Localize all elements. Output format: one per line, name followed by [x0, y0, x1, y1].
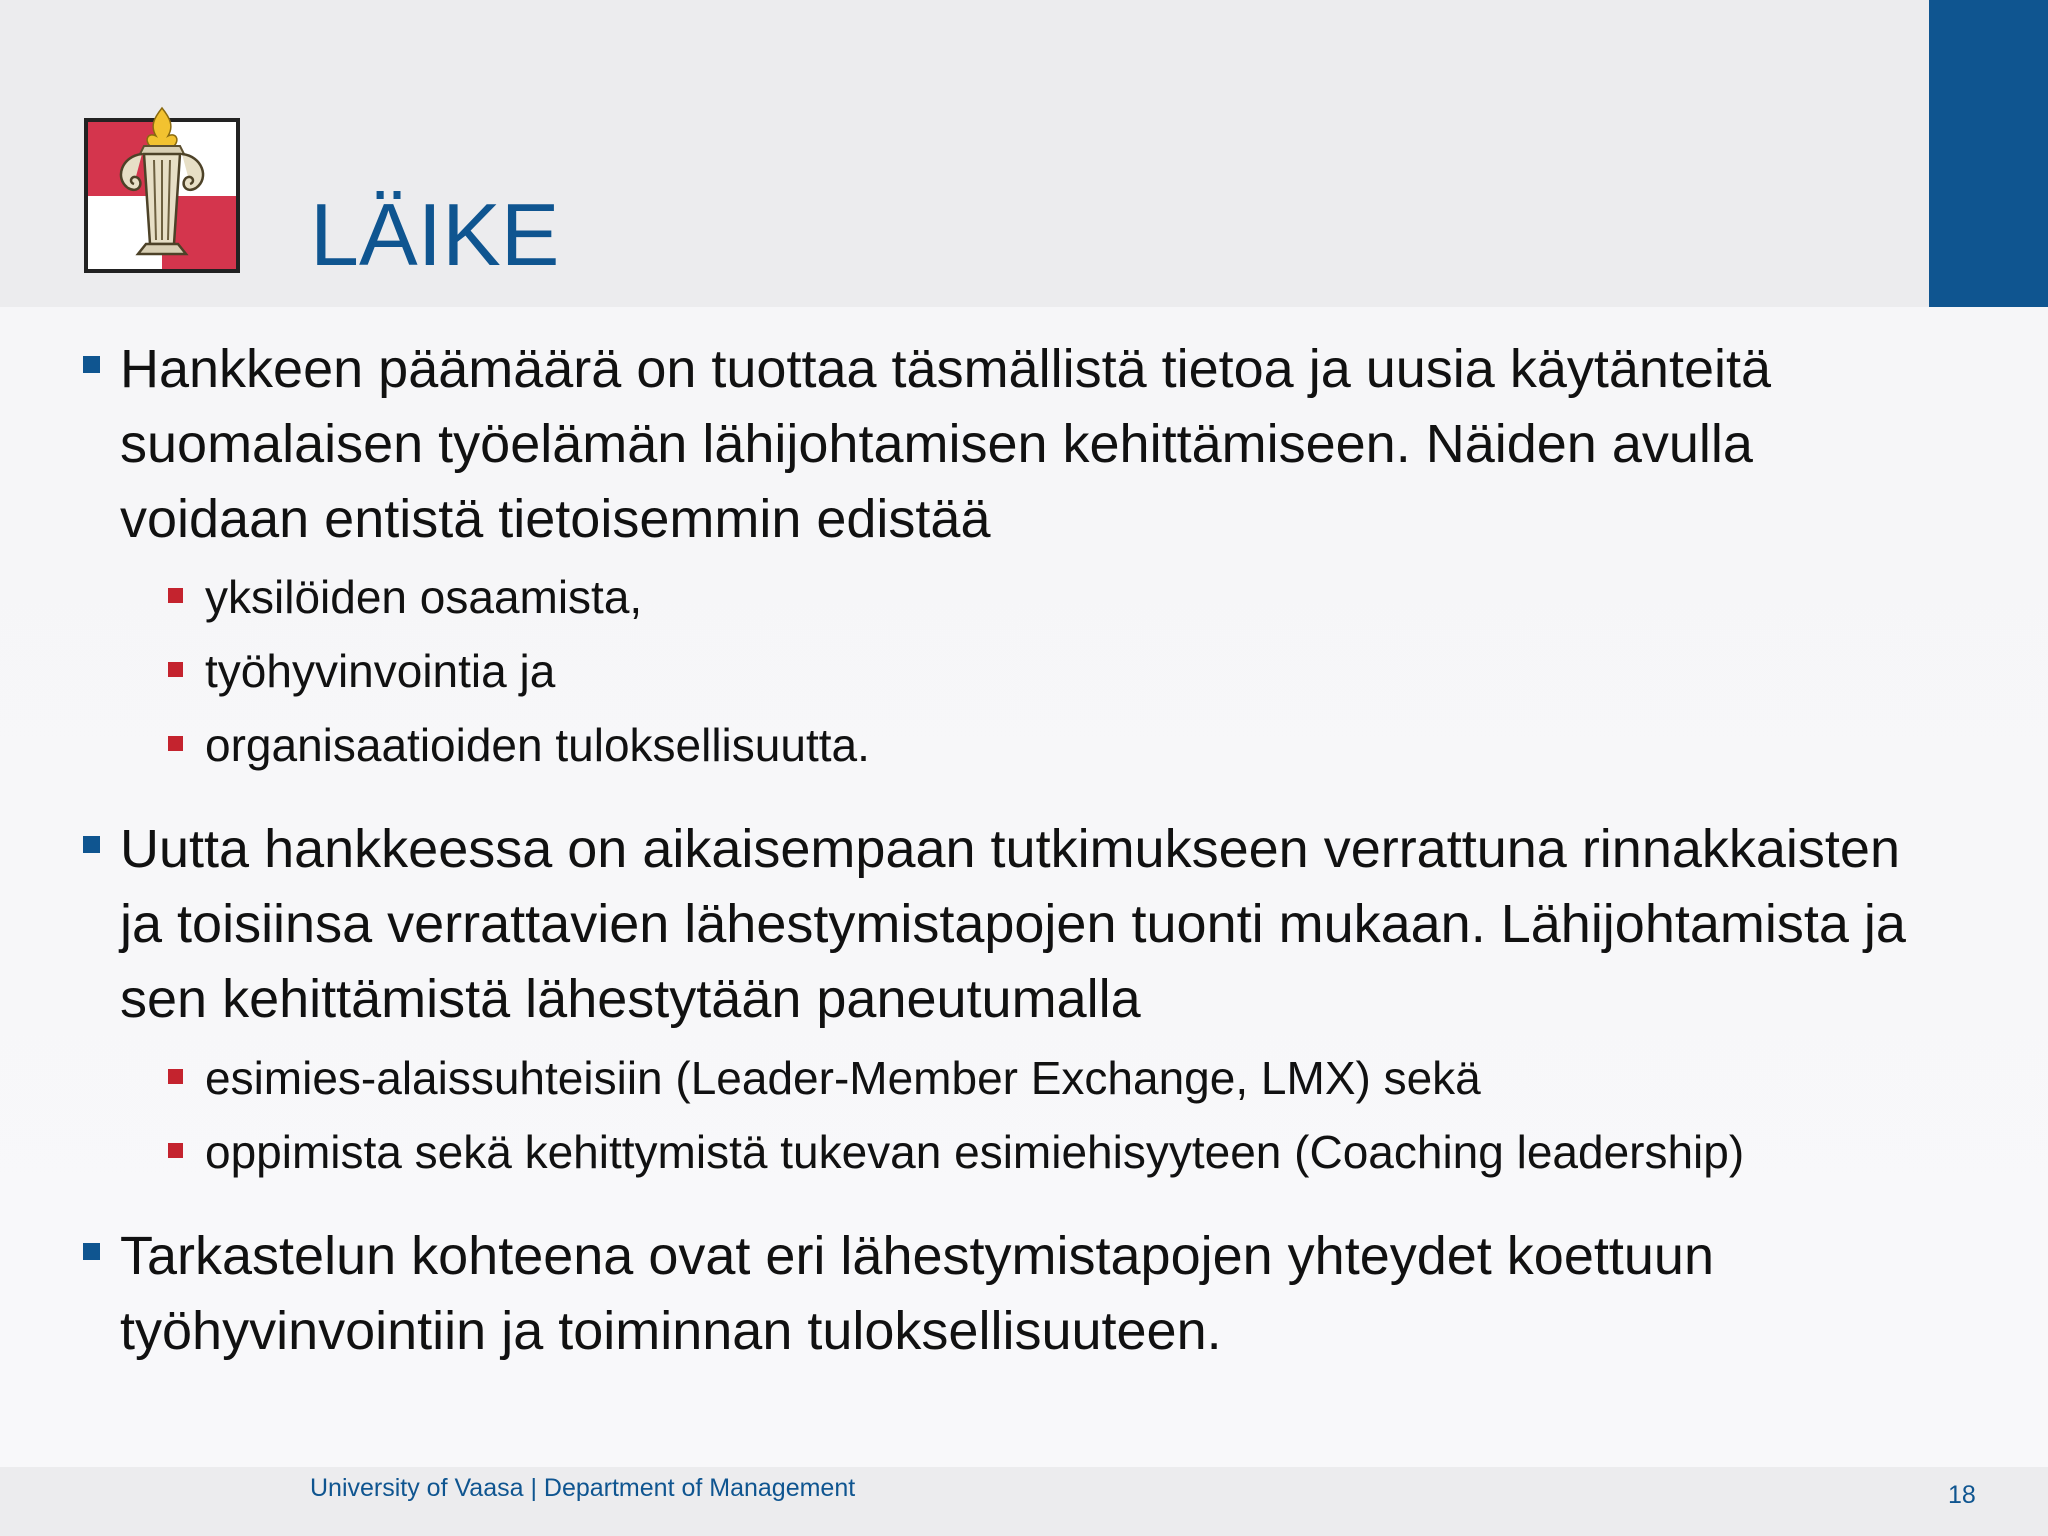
slide-title: LÄIKE: [310, 185, 560, 284]
bullet-line: voidaan entistä tietoisemmin edistää: [120, 489, 991, 549]
footer-institution: University of Vaasa | Department of Management: [310, 1474, 856, 1502]
bullet-line: Tarkastelun kohteena ovat eri lähestymistapojen yhteydet koettuun: [120, 1226, 1714, 1286]
bullet-3: [120, 1219, 2000, 1369]
sub-bullet-marker: [168, 588, 183, 603]
bullet-line: työhyvinvointiin ja toiminnan tuloksellisuuteen.: [120, 1301, 1222, 1361]
sub-bullet-marker: [168, 1143, 183, 1158]
university-torch-logo-icon: [84, 104, 240, 275]
sub-bullet-text: organisaatioiden tuloksellisuutta.: [205, 719, 870, 771]
sub-bullet: [205, 715, 1985, 775]
bullet-2: [120, 812, 2000, 1037]
bullet-marker: [83, 836, 100, 853]
sub-bullet-text: yksilöiden osaamista,: [205, 571, 643, 623]
bullet-line: Hankkeen päämäärä on tuottaa täsmällistä tietoa ja uusia käytänteitä: [120, 339, 1772, 399]
sub-bullet-text: esimies-alaissuhteisiin (Leader-Member Exchange, LMX) sekä: [205, 1052, 1481, 1104]
bullet-line: sen kehittämistä lähestytään paneutumalla: [120, 969, 1141, 1029]
sub-bullet: [205, 641, 1985, 701]
sub-bullet-marker: [168, 1069, 183, 1084]
bullet-line: suomalaisen työelämän lähijohtamisen kehittämiseen. Näiden avulla: [120, 414, 1753, 474]
header-accent-bar: [1929, 0, 2048, 307]
bullet-marker: [83, 1243, 100, 1260]
sub-bullet-marker: [168, 736, 183, 751]
sub-bullet-text: oppimista sekä kehittymistä tukevan esimiehisyyteen (Coaching leadership): [205, 1126, 1745, 1178]
bullet-line: ja toisiinsa verrattavien lähestymistapojen tuonti mukaan. Lähijohtamista ja: [120, 894, 1906, 954]
slide-footer: [0, 1467, 2048, 1536]
slide-header: [0, 0, 2048, 307]
sub-bullet: [205, 1122, 1985, 1182]
sub-bullet: [205, 1048, 1985, 1108]
page-number: 18: [1948, 1481, 1976, 1509]
sub-bullet-marker: [168, 662, 183, 677]
sub-bullet: [205, 567, 1985, 627]
sub-bullet-text: työhyvinvointia ja: [205, 645, 556, 697]
bullet-line: Uutta hankkeessa on aikaisempaan tutkimukseen verrattuna rinnakkaisten: [120, 819, 1900, 879]
bullet-marker: [83, 356, 100, 373]
bullet-1: [120, 332, 2000, 557]
